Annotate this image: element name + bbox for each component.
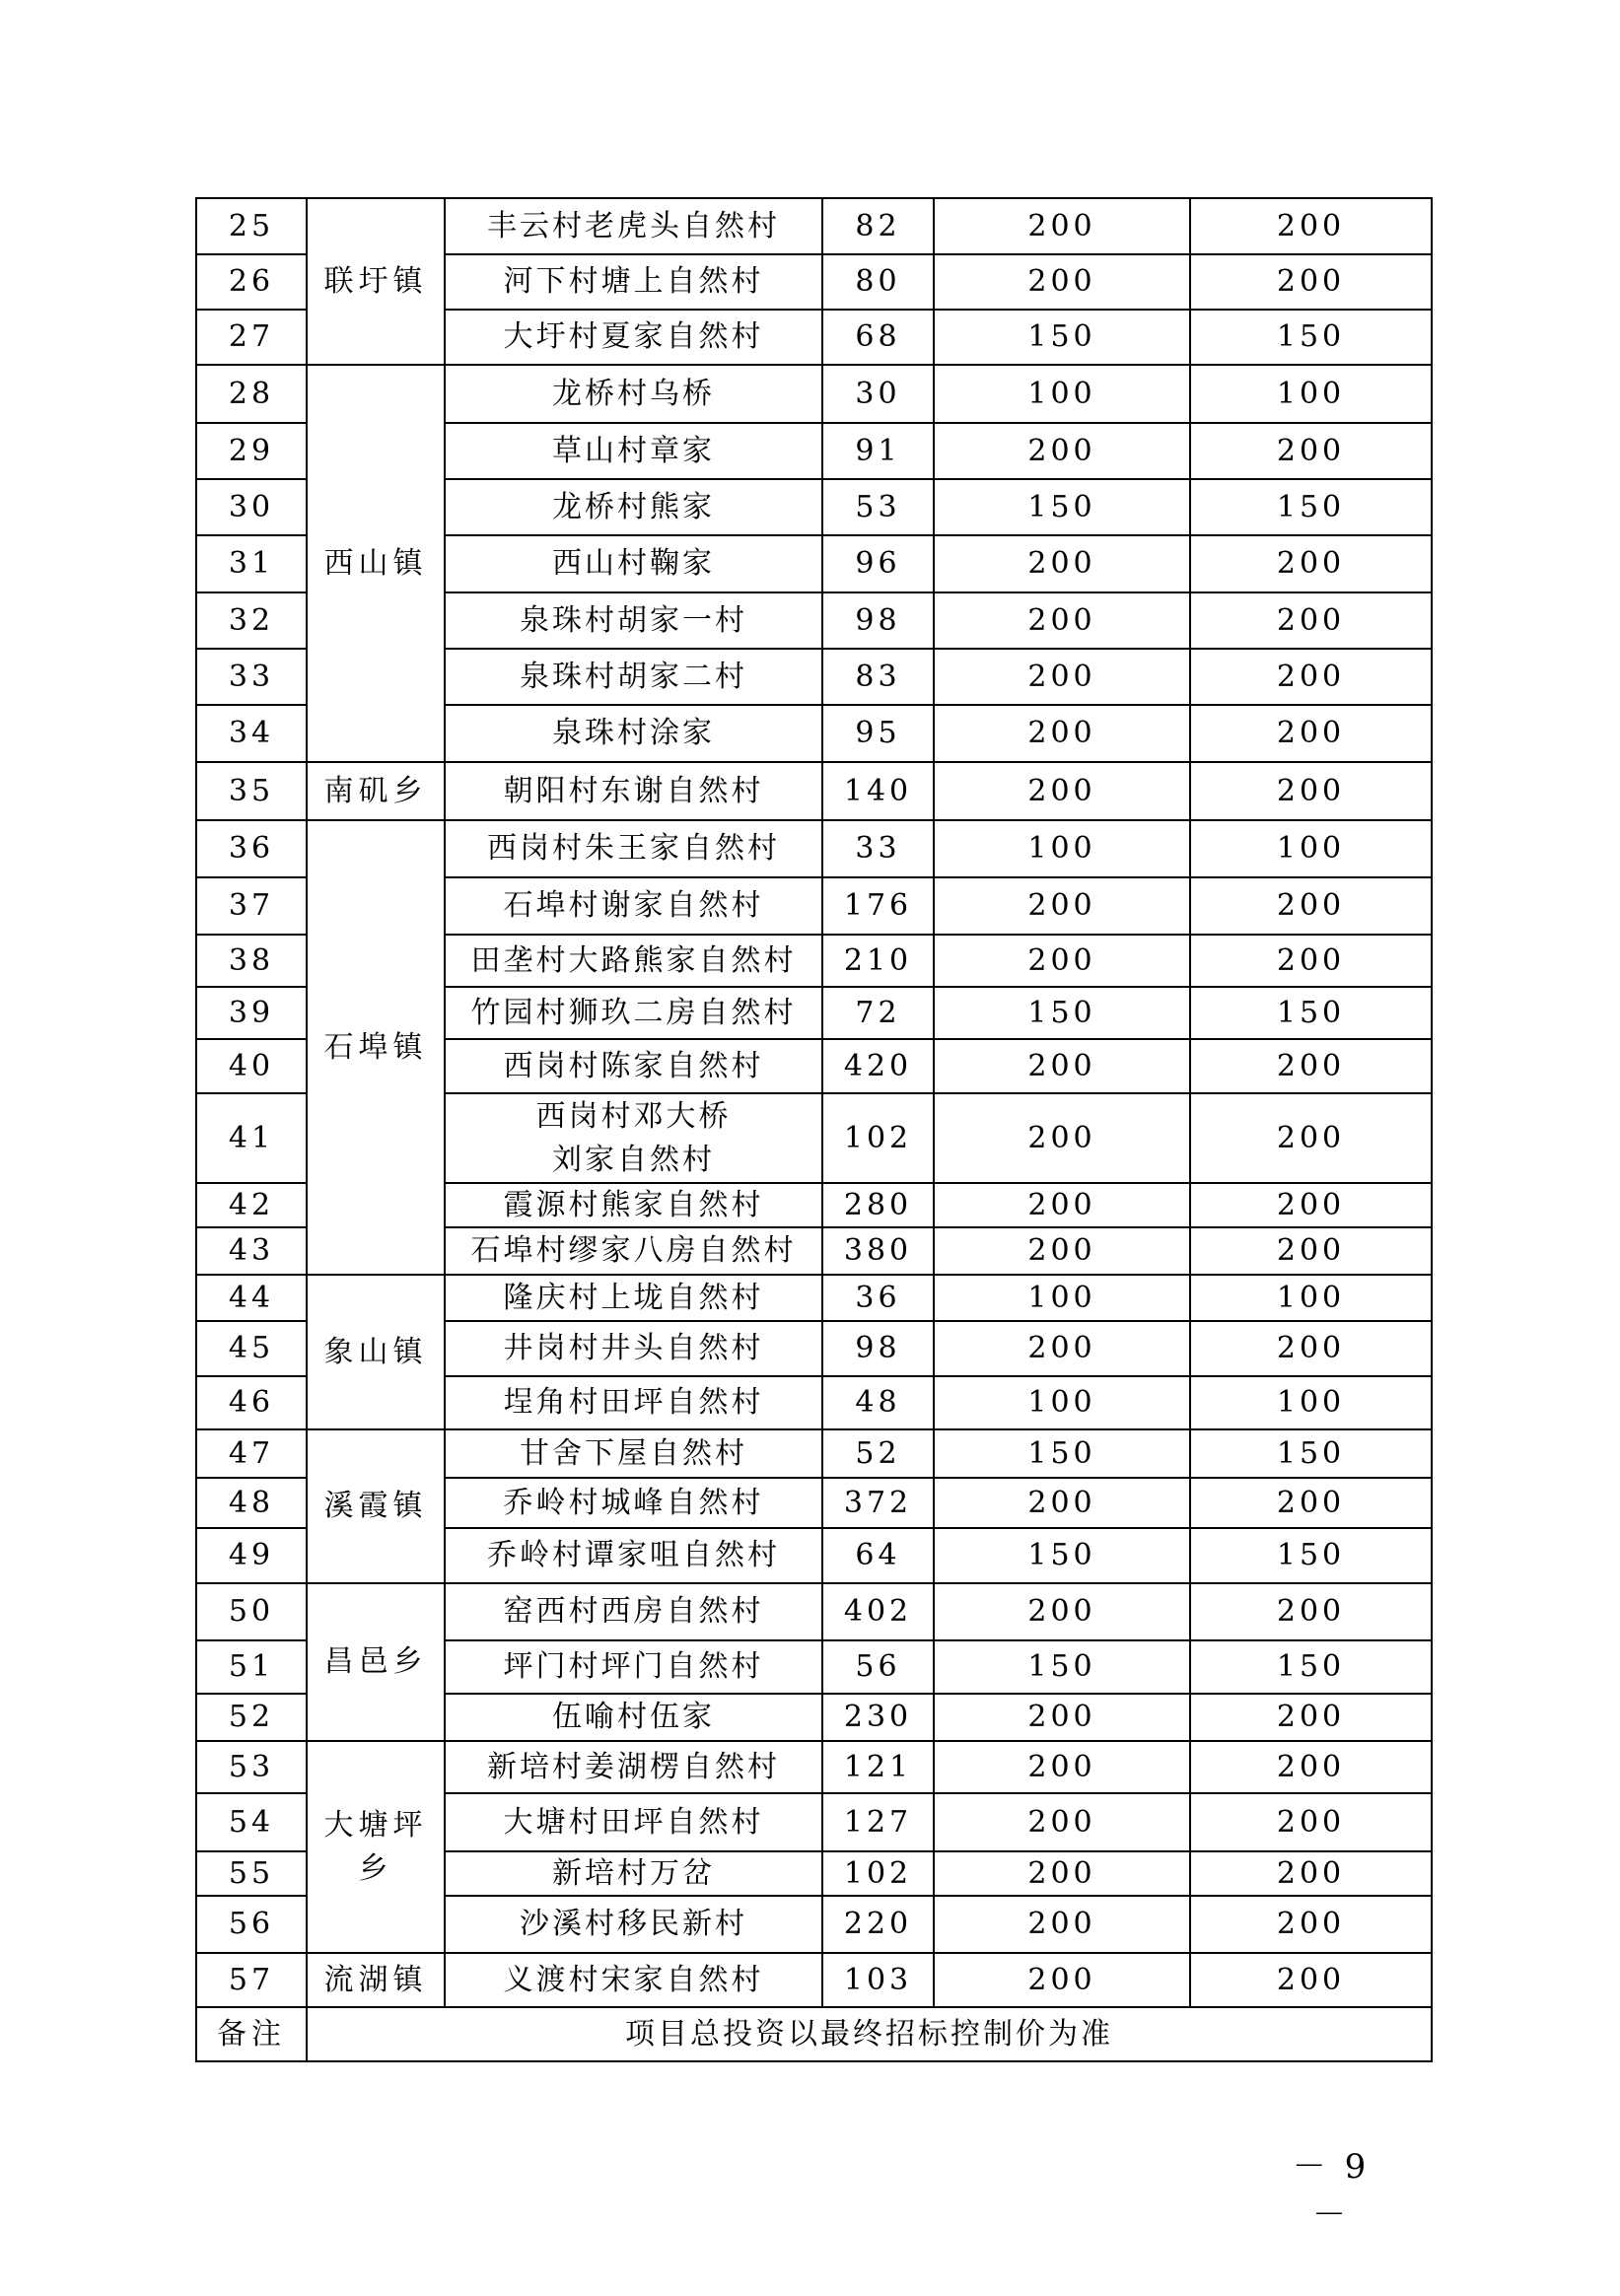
households-value: 102	[822, 1851, 934, 1896]
town-name-line-1: 大塘坪	[323, 1807, 428, 1843]
row-number: 43	[196, 1227, 307, 1275]
amount-a-value: 100	[934, 1376, 1190, 1429]
row-number: 55	[196, 1851, 307, 1896]
amount-b-value: 200	[1190, 1583, 1432, 1640]
amount-b-value: 200	[1190, 1953, 1432, 2007]
village-name: 义渡村宋家自然村	[445, 1953, 822, 2007]
amount-a-value: 100	[934, 820, 1190, 877]
table-row	[196, 1583, 1432, 1640]
village-name: 大塘村田坪自然村	[445, 1793, 822, 1851]
households-value: 30	[822, 365, 934, 423]
row-number: 28	[196, 365, 307, 423]
households-value: 83	[822, 649, 934, 705]
amount-b-value: 150	[1190, 987, 1432, 1039]
amount-a-value: 150	[934, 310, 1190, 365]
amount-b-value: 200	[1190, 877, 1432, 935]
households-value: 280	[822, 1183, 934, 1227]
amount-b-value: 150	[1190, 1528, 1432, 1583]
amount-a-value: 200	[934, 1039, 1190, 1093]
village-name: 甘舍下屋自然村	[445, 1429, 822, 1478]
investment-table	[195, 197, 1433, 2062]
row-number: 57	[196, 1953, 307, 2007]
village-name-line-2: 刘家自然村	[552, 1142, 715, 1177]
households-value: 210	[822, 935, 934, 987]
households-value: 72	[822, 987, 934, 1039]
row-number: 26	[196, 254, 307, 310]
amount-a-value: 200	[934, 1227, 1190, 1275]
village-name-line-1: 西岗村邓大桥	[535, 1098, 732, 1134]
town-name-line-2: 乡	[358, 1850, 393, 1886]
village-name: 新培村姜湖楞自然村	[445, 1741, 822, 1793]
village-name: 沙溪村移民新村	[445, 1896, 822, 1953]
amount-b-value: 200	[1190, 1851, 1432, 1896]
amount-a-value: 150	[934, 1640, 1190, 1694]
row-number: 37	[196, 877, 307, 935]
amount-a-value: 100	[934, 1275, 1190, 1321]
amount-a-value: 200	[934, 762, 1190, 820]
households-value: 98	[822, 1321, 934, 1376]
amount-b-value: 200	[1190, 935, 1432, 987]
town-cell-datangping	[307, 1741, 445, 1953]
amount-b-value: 150	[1190, 1640, 1432, 1694]
amount-b-value: 200	[1190, 1896, 1432, 1953]
row-number: 41	[196, 1093, 307, 1183]
amount-a-value: 200	[934, 1851, 1190, 1896]
amount-b-value: 100	[1190, 820, 1432, 877]
amount-b-value: 200	[1190, 198, 1432, 254]
amount-b-value: 200	[1190, 535, 1432, 592]
town-cell-xishan: 西山镇	[307, 365, 445, 762]
village-name: 石埠村缪家八房自然村	[445, 1227, 822, 1275]
households-value: 95	[822, 705, 934, 762]
row-number: 45	[196, 1321, 307, 1376]
amount-a-value: 200	[934, 198, 1190, 254]
village-name: 石埠村谢家自然村	[445, 877, 822, 935]
amount-a-value: 150	[934, 1429, 1190, 1478]
village-name: 泉珠村胡家一村	[445, 592, 822, 649]
amount-a-value: 200	[934, 1694, 1190, 1741]
row-number: 27	[196, 310, 307, 365]
households-value: 52	[822, 1429, 934, 1478]
row-number: 35	[196, 762, 307, 820]
households-value: 80	[822, 254, 934, 310]
remark-row	[196, 2007, 1432, 2061]
row-number: 54	[196, 1793, 307, 1851]
households-value: 82	[822, 198, 934, 254]
village-name: 伍喻村伍家	[445, 1694, 822, 1741]
village-name: 河下村塘上自然村	[445, 254, 822, 310]
amount-b-value: 200	[1190, 1321, 1432, 1376]
amount-b-value: 200	[1190, 1478, 1432, 1528]
village-name: 隆庆村上垅自然村	[445, 1275, 822, 1321]
village-name: 西岗村陈家自然村	[445, 1039, 822, 1093]
village-name: 埕角村田坪自然村	[445, 1376, 822, 1429]
households-value: 103	[822, 1953, 934, 2007]
row-number: 34	[196, 705, 307, 762]
amount-b-value: 200	[1190, 649, 1432, 705]
row-number: 50	[196, 1583, 307, 1640]
row-number: 31	[196, 535, 307, 592]
row-number: 33	[196, 649, 307, 705]
village-name: 龙桥村乌桥	[445, 365, 822, 423]
village-name: 竹园村狮玖二房自然村	[445, 987, 822, 1039]
village-name: 龙桥村熊家	[445, 479, 822, 535]
amount-b-value: 150	[1190, 1429, 1432, 1478]
amount-a-value: 200	[934, 592, 1190, 649]
amount-a-value: 200	[934, 1741, 1190, 1793]
households-value: 220	[822, 1896, 934, 1953]
amount-a-value: 200	[934, 423, 1190, 479]
households-value: 91	[822, 423, 934, 479]
table-row	[196, 1275, 1432, 1321]
amount-a-value: 200	[934, 254, 1190, 310]
households-value: 53	[822, 479, 934, 535]
households-value: 96	[822, 535, 934, 592]
households-value: 36	[822, 1275, 934, 1321]
row-number: 46	[196, 1376, 307, 1429]
amount-a-value: 200	[934, 705, 1190, 762]
amount-a-value: 200	[934, 535, 1190, 592]
row-number: 49	[196, 1528, 307, 1583]
households-value: 127	[822, 1793, 934, 1851]
village-name	[445, 1093, 822, 1183]
town-cell-liuhu: 流湖镇	[307, 1953, 445, 2007]
amount-a-value: 150	[934, 479, 1190, 535]
amount-b-value: 100	[1190, 365, 1432, 423]
row-number: 39	[196, 987, 307, 1039]
households-value: 33	[822, 820, 934, 877]
households-value: 140	[822, 762, 934, 820]
town-cell-xixia: 溪霞镇	[307, 1429, 445, 1583]
table-row	[196, 1741, 1432, 1793]
amount-a-value: 200	[934, 935, 1190, 987]
village-name: 草山村章家	[445, 423, 822, 479]
row-number: 47	[196, 1429, 307, 1478]
remark-text: 项目总投资以最终招标控制价为准	[307, 2007, 1432, 2061]
households-value: 56	[822, 1640, 934, 1694]
amount-a-value: 200	[934, 1793, 1190, 1851]
amount-a-value: 150	[934, 987, 1190, 1039]
town-cell-xiangshan: 象山镇	[307, 1275, 445, 1429]
households-value: 48	[822, 1376, 934, 1429]
row-number: 44	[196, 1275, 307, 1321]
row-number: 25	[196, 198, 307, 254]
town-cell-changyi: 昌邑乡	[307, 1583, 445, 1741]
amount-b-value: 200	[1190, 1039, 1432, 1093]
amount-b-value: 200	[1190, 1183, 1432, 1227]
amount-a-value: 200	[934, 1321, 1190, 1376]
table-row	[196, 1429, 1432, 1478]
row-number: 48	[196, 1478, 307, 1528]
village-name: 西岗村朱王家自然村	[445, 820, 822, 877]
amount-b-value: 200	[1190, 423, 1432, 479]
households-value: 420	[822, 1039, 934, 1093]
households-value: 380	[822, 1227, 934, 1275]
village-name: 西山村鞠家	[445, 535, 822, 592]
village-name: 泉珠村涂家	[445, 705, 822, 762]
remark-label: 备注	[196, 2007, 307, 2061]
households-value: 64	[822, 1528, 934, 1583]
table-row	[196, 820, 1432, 877]
households-value: 102	[822, 1093, 934, 1183]
table-body	[196, 198, 1432, 2061]
village-name: 乔岭村城峰自然村	[445, 1478, 822, 1528]
amount-b-value: 200	[1190, 254, 1432, 310]
row-number: 53	[196, 1741, 307, 1793]
amount-b-value: 150	[1190, 479, 1432, 535]
village-name: 大圩村夏家自然村	[445, 310, 822, 365]
amount-b-value: 200	[1190, 1694, 1432, 1741]
amount-b-value: 200	[1190, 1093, 1432, 1183]
amount-a-value: 100	[934, 365, 1190, 423]
village-name: 丰云村老虎头自然村	[445, 198, 822, 254]
village-name: 窑西村西房自然村	[445, 1583, 822, 1640]
amount-a-value: 200	[934, 1896, 1190, 1953]
amount-b-value: 100	[1190, 1376, 1432, 1429]
amount-a-value: 200	[934, 1183, 1190, 1227]
village-name: 泉珠村胡家二村	[445, 649, 822, 705]
amount-b-value: 200	[1190, 1227, 1432, 1275]
village-name: 朝阳村东谢自然村	[445, 762, 822, 820]
amount-a-value: 200	[934, 1478, 1190, 1528]
amount-a-value: 200	[934, 1583, 1190, 1640]
amount-b-value: 200	[1190, 705, 1432, 762]
village-name: 新培村万岔	[445, 1851, 822, 1896]
village-name: 田垄村大路熊家自然村	[445, 935, 822, 987]
row-number: 30	[196, 479, 307, 535]
amount-a-value: 200	[934, 649, 1190, 705]
row-number: 38	[196, 935, 307, 987]
amount-a-value: 200	[934, 1953, 1190, 2007]
town-cell-lianxu: 联圩镇	[307, 198, 445, 365]
households-value: 68	[822, 310, 934, 365]
table-row	[196, 198, 1432, 254]
row-number: 56	[196, 1896, 307, 1953]
village-name: 乔岭村谭家咀自然村	[445, 1528, 822, 1583]
row-number: 40	[196, 1039, 307, 1093]
page-number: － 9 －	[1292, 2147, 1371, 2235]
amount-b-value: 150	[1190, 310, 1432, 365]
village-name: 霞源村熊家自然村	[445, 1183, 822, 1227]
amount-b-value: 200	[1190, 592, 1432, 649]
row-number: 51	[196, 1640, 307, 1694]
amount-a-value: 200	[934, 877, 1190, 935]
village-name: 坪门村坪门自然村	[445, 1640, 822, 1694]
row-number: 42	[196, 1183, 307, 1227]
town-cell-shibu: 石埠镇	[307, 820, 445, 1275]
households-value: 121	[822, 1741, 934, 1793]
row-number: 32	[196, 592, 307, 649]
households-value: 372	[822, 1478, 934, 1528]
households-value: 230	[822, 1694, 934, 1741]
amount-b-value: 200	[1190, 762, 1432, 820]
table-row	[196, 365, 1432, 423]
row-number: 36	[196, 820, 307, 877]
amount-b-value: 200	[1190, 1741, 1432, 1793]
households-value: 176	[822, 877, 934, 935]
amount-a-value: 150	[934, 1528, 1190, 1583]
table-row	[196, 1953, 1432, 2007]
amount-b-value: 100	[1190, 1275, 1432, 1321]
households-value: 402	[822, 1583, 934, 1640]
row-number: 29	[196, 423, 307, 479]
amount-a-value: 200	[934, 1093, 1190, 1183]
table-row	[196, 762, 1432, 820]
amount-b-value: 200	[1190, 1793, 1432, 1851]
row-number: 52	[196, 1694, 307, 1741]
village-name: 井岗村井头自然村	[445, 1321, 822, 1376]
town-cell-nanji: 南矶乡	[307, 762, 445, 820]
households-value: 98	[822, 592, 934, 649]
